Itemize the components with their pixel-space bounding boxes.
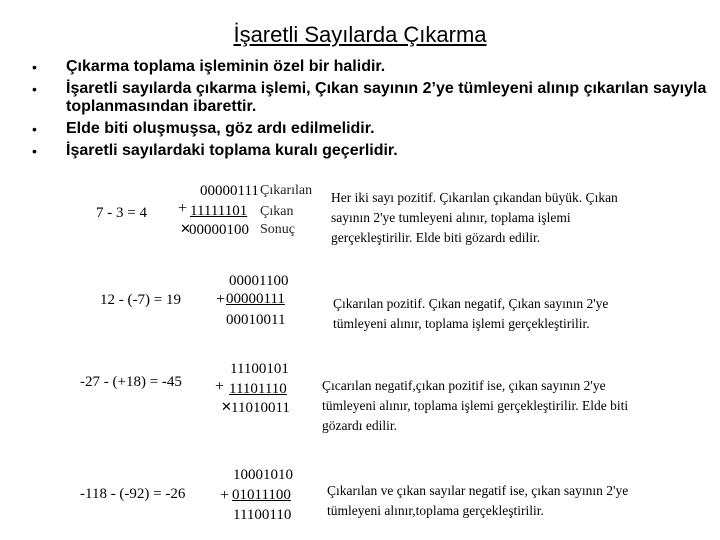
example-2-subtrahend: 00000111 (226, 291, 285, 307)
example-3-operator: + (215, 378, 225, 395)
example-2-explanation: Çıkarılan pozitif. Çıkan negatif, Çıkan sayının 2'ye tümleyeni alınır, toplama işlemi gerçekleştirilir. (333, 296, 609, 331)
example-4-result: 11100110 (233, 507, 292, 523)
example-3-carry-mark: ✕ (221, 399, 232, 414)
example-2-operator: + (216, 291, 226, 308)
example-1-minuend: 00000111 (200, 183, 259, 199)
bullet-item (30, 58, 710, 76)
bullet-text: Çıkarma toplama işleminin özel bir halidir. (66, 58, 386, 75)
page-title: İşaretli Sayılarda Çıkarma (233, 22, 487, 47)
example-3-minuend: 11100101 (230, 361, 289, 377)
example-3-result: 11010011 (231, 400, 290, 416)
bullet-marker: • (32, 121, 37, 137)
example-3-equation: -27 - (+18) = -45 (80, 374, 182, 390)
bullet-text: İşaretli sayılarda çıkarma işlemi, Çıkan sayının 2’ye tümleyeni alınıp çıkarılan sayıyla toplanmasından ibarettir. (66, 80, 707, 115)
example-4-subtrahend: 01011100 (232, 487, 291, 503)
bullet-item (30, 142, 710, 160)
example-1-subtrahend-label: Çıkan (260, 204, 294, 219)
example-2-equation: 12 - (-7) = 19 (100, 292, 181, 308)
example-3-subtrahend: 11101110 (229, 381, 287, 397)
bullet-marker: • (32, 81, 37, 97)
bullet-item (30, 80, 710, 116)
example-3-explanation: Çıcarılan negatif,çıkan pozitif ise, çıkan sayının 2'ye tümleyeni alınır, toplama işlemi gerçekleştirilir. Elde biti gözardı edilir. (322, 378, 629, 433)
bullet-marker: • (32, 143, 37, 159)
bullet-text: İşaretli sayılardaki toplama kuralı geçerlidir. (66, 142, 398, 159)
bullet-text: Elde biti oluşmuşsa, göz ardı edilmelidir. (66, 120, 375, 137)
example-2-minuend: 00001100 (229, 273, 289, 289)
bullet-list (30, 58, 710, 161)
example-4-equation: -118 - (-92) = -26 (80, 486, 186, 502)
example-4-minuend: 10001010 (233, 467, 293, 483)
example-1-result: 00000100 (189, 222, 249, 238)
example-4-operator: + (220, 487, 230, 504)
bullet-marker: • (32, 59, 37, 75)
example-1-result-label: Sonuç (260, 222, 295, 237)
example-4-explanation: Çıkarılan ve çıkan sayılar negatif ise, çıkan sayının 2'ye tümleyeni alınır,toplama gerçekleştirilir. (327, 483, 629, 518)
example-1-subtrahend: 11111101 (190, 203, 248, 219)
example-1-equation: 7 - 3 = 4 (96, 205, 147, 221)
example-1-carry-mark: ✕ (180, 221, 191, 236)
bullet-item (30, 120, 710, 138)
example-1-explanation: Her iki sayı pozitif. Çıkarılan çıkandan büyük. Çıkan sayının 2'ye tumleyeni alınır, toplama işlemi gerçekleştirilir. Elde biti gözardı edilir. (331, 190, 618, 245)
example-1-operator: + (178, 200, 188, 217)
example-1-minuend-label: Çıkarılan (260, 183, 313, 198)
example-2-result: 00010011 (226, 312, 286, 328)
